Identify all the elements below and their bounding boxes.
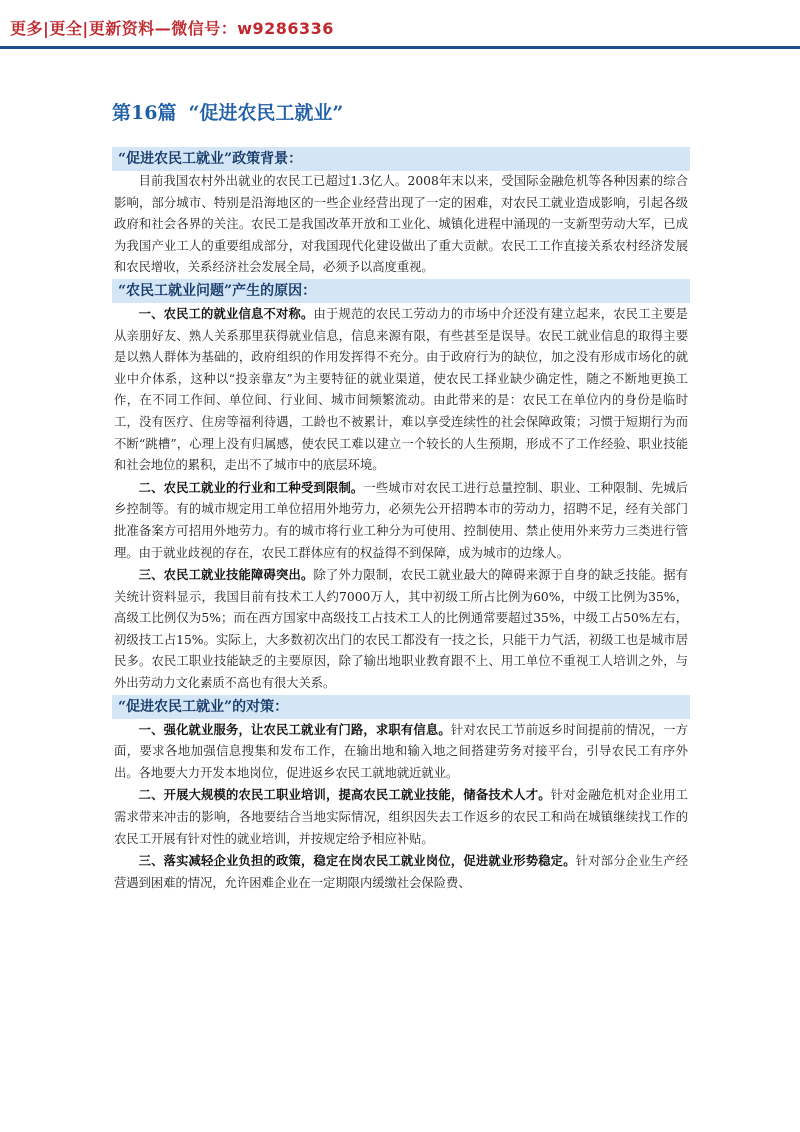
paragraph-lead: 二、农民工就业的行业和工种受到限制。 <box>138 479 364 495</box>
title-main: “促进农民工就业” <box>188 102 344 124</box>
paragraph <box>112 303 690 477</box>
document-page <box>112 98 690 894</box>
section-heading-background: “促进农民工就业”政策背景： <box>112 147 690 171</box>
paragraph-body: 除了外力限制，农民工就业最大的障碍来源于自身的缺乏技能。据有关统计资料显示，我国目前有技术工人约7000万人，其中初级工所占比例为60%，中级工比例为35%，高级工比例仅为5%；而在西方国家中高级技工占技术工人的比例通常要超过35%，中级工占50%左右，初级技工占15%。实际上，大多数初次出门的农民工都没有一技之长，只能干力气活，初级工也是城市居民多。农民工职业技能缺乏的主要原因，除了输出地职业教育跟不上、用工单位不重视工人培训之外，与外出劳动力文化素质不高也有很大关系。 <box>114 568 688 691</box>
paragraph-lead: 三、落实减轻企业负担的政策，稳定在岗农民工就业岗位，促进就业形势稳定。 <box>138 853 576 869</box>
page-title <box>112 98 690 125</box>
paragraph-body: 针对部分企业生产经营遇到困难的情况，允许困难企业在一定期限内缓缴社会保险费、 <box>114 854 688 890</box>
paragraph <box>112 850 690 894</box>
title-number: 第16篇 <box>112 102 177 124</box>
promo-text: 更多|更全|更新资料—微信号：w9286336 <box>10 19 334 38</box>
paragraph-lead: 一、农民工的就业信息不对称。 <box>138 305 314 321</box>
paragraph <box>112 564 690 695</box>
paragraph-body: 针对农民工节前返乡时间提前的情况，一方面，要求各地加强信息搜集和发布工作，在输出地和输入地之间搭建劳务对接平台，引导农民工有序外出。各地要大力开发本地岗位，促进返乡农民工就地就近就业。 <box>114 722 688 780</box>
paragraph <box>112 719 690 785</box>
section-heading-causes: “农民工就业问题”产生的原因： <box>112 279 690 303</box>
paragraph-lead: 一、强化就业服务，让农民工就业有门路，求职有信息。 <box>138 721 451 737</box>
paragraph-body: 由于规范的农民工劳动力的市场中介还没有建立起来，农民工主要是从亲朋好友、熟人关系那里获得就业信息，信息来源有限，有些甚至是误导。农民工就业信息的取得主要是以熟人群体为基础的，政府组织的作用发挥得不充分。由于政府行为的缺位，加之没有形成市场化的就业中介体系，这种以“投亲靠友”为主要特征的就业渠道，使农民工择业缺少确定性，随之不断地更换工作，在不同工作间、单位间、行业间、城市间频繁流动。由此带来的是：农民工在单位内的身份是临时工，没有医疗、住房等福利待遇，工龄也不被累计，难以享受连续性的社会保障政策；习惯于短期行为而不断“跳槽”，心理上没有归属感，使农民工难以建立一个较长的人生预期，形成不了工作经验、职业技能和社会地位的累积，走出不了城市中的底层环境。 <box>114 306 688 473</box>
paragraph-lead: 二、开展大规模的农民工职业培训，提高农民工就业技能，储备技术人才。 <box>138 787 551 803</box>
top-banner <box>0 0 800 49</box>
paragraph-body: 针对金融危机对企业用工需求带来冲击的影响，各地要结合当地实际情况，组织因失去工作返乡的农民工和尚在城镇继续找工作的农民工开展有针对性的就业培训，并按规定给予相应补贴。 <box>114 788 688 846</box>
paragraph <box>112 784 690 850</box>
paragraph <box>112 171 690 279</box>
paragraph-body: 一些城市对农民工进行总量控制、职业、工种限制、先城后乡控制等。有的城市规定用工单位招用外地劳力，必须先公开招聘本市的劳动力，招聘不足，经有关部门批准备案方可招用外地劳力。有的城市将行业工种分为可使用、控制使用、禁止使用外来劳力三类进行管理。由于就业歧视的存在，农民工群体应有的权益得不到保障，成为城市的边缘人。 <box>114 480 688 560</box>
paragraph <box>112 477 690 564</box>
paragraph-lead: 三、农民工就业技能障碍突出。 <box>138 567 314 583</box>
section-heading-measures: “促进农民工就业”的对策： <box>112 695 690 719</box>
paragraph-body: 目前我国农村外出就业的农民工已超过1.3亿人。2008年末以来，受国际金融危机等各种因素的综合影响，部分城市、特别是沿海地区的一些企业经营出现了一定的困难，对农民工就业造成影响，引起各级政府和社会各界的关注。农民工是我国改革开放和工业化、城镇化进程中涌现的一支新型劳动大军，已成为我国产业工人的重要组成部分，对我国现代化建设做出了重大贡献。农民工工作直接关系农村经济发展和农民增收，关系经济社会发展全局，必须予以高度重视。 <box>114 174 688 275</box>
